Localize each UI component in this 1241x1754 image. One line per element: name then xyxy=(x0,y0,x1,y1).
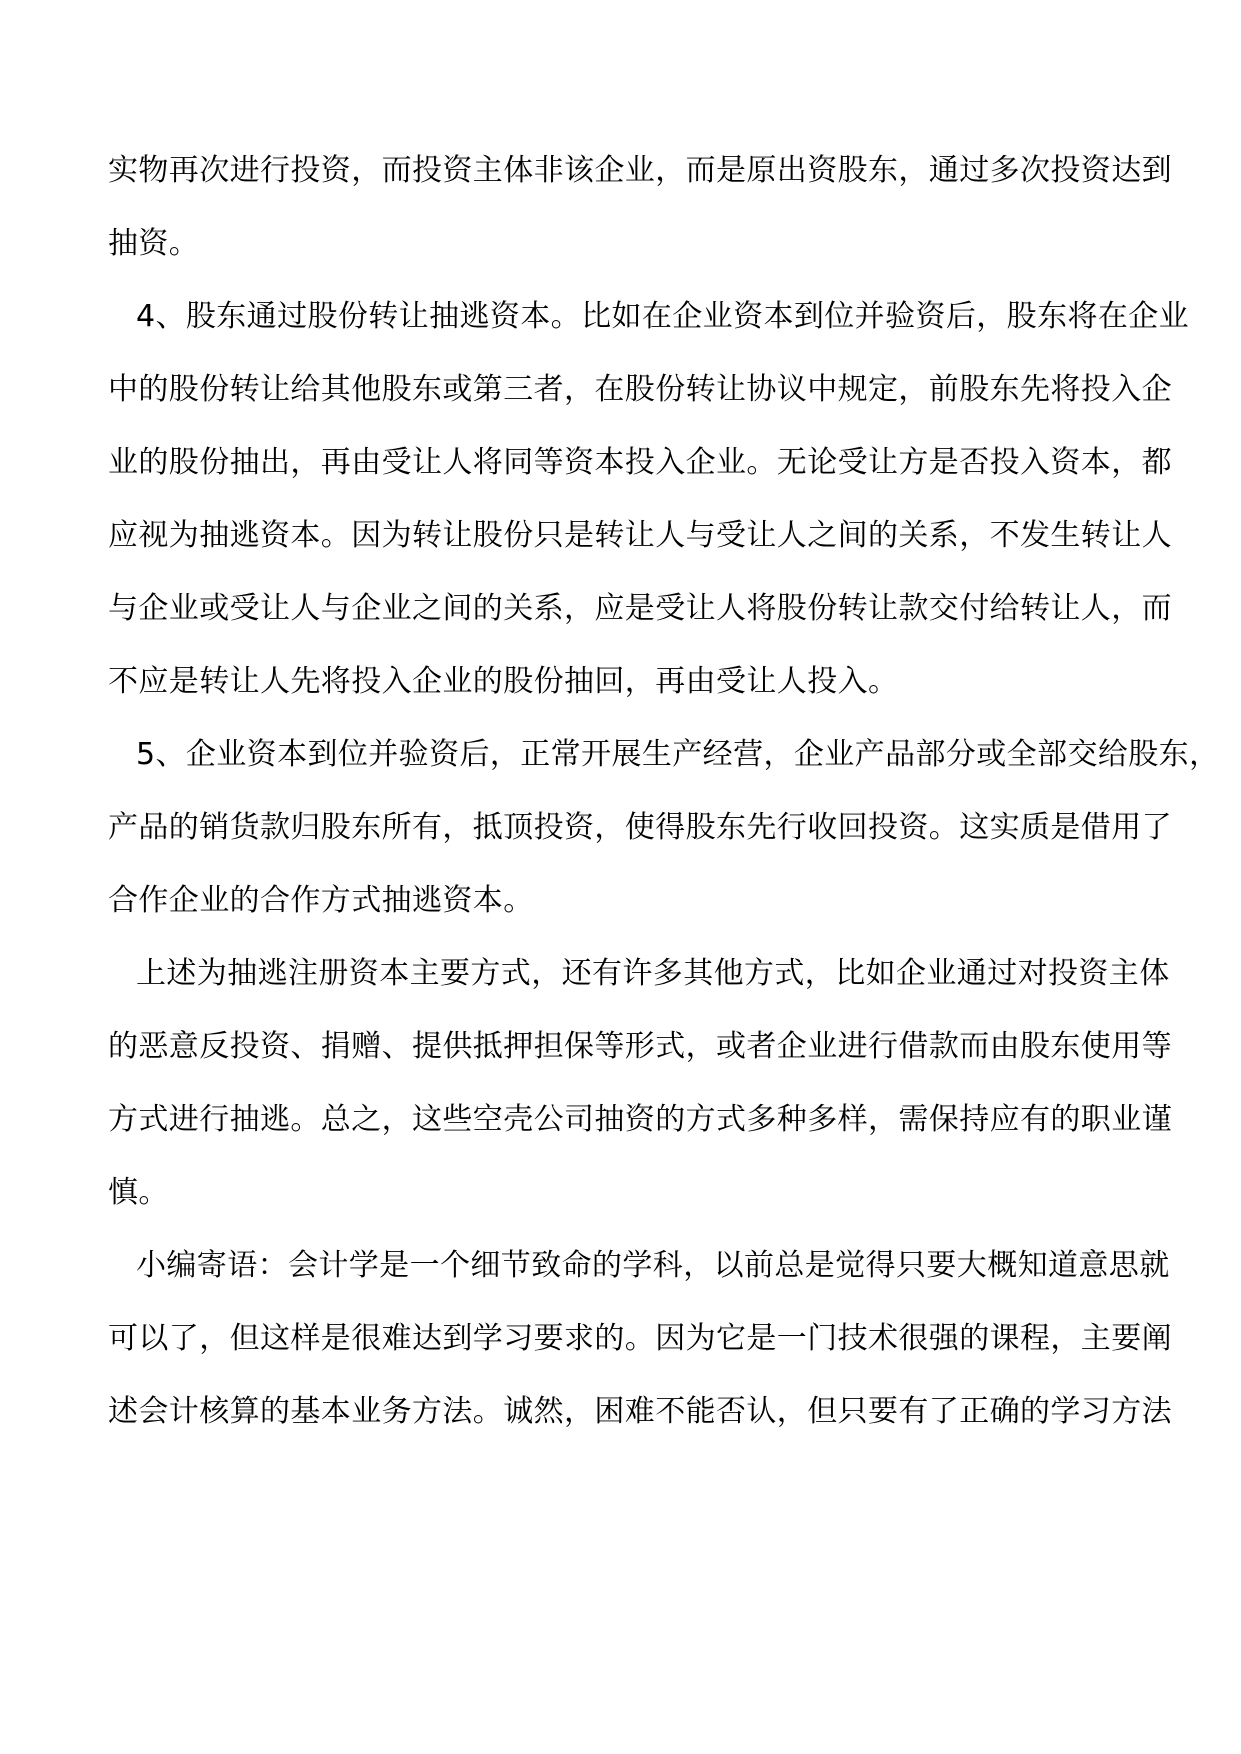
text-line: 可以了，但这样是很难达到学习要求的。因为它是一门技术很强的课程，主要阐 xyxy=(108,1321,1172,1356)
text-line: 不应是转让人先将投入企业的股份抽回，再由受让人投入。 xyxy=(108,664,899,699)
paragraph-first-line: 5、企业资本到位并验资后，正常开展生产经营，企业产品部分或全部交给股东， xyxy=(136,737,1220,772)
text-line: 合作企业的合作方式抽逃资本。 xyxy=(108,883,534,918)
text-line: 业的股份抽出，再由受让人将同等资本投入企业。无论受让方是否投入资本，都 xyxy=(108,445,1172,480)
text-line: 抽资。 xyxy=(108,226,200,261)
text-line: 中的股份转让给其他股东或第三者，在股份转让协议中规定，前股东先将投入企 xyxy=(108,372,1172,407)
text-line: 与企业或受让人与企业之间的关系，应是受让人将股份转让款交付给转让人，而 xyxy=(108,591,1172,626)
text-line: 的恶意反投资、捐赠、提供抵押担保等形式，或者企业进行借款而由股东使用等 xyxy=(108,1029,1172,1064)
text-line: 方式进行抽逃。总之，这些空壳公司抽资的方式多种多样，需保持应有的职业谨 xyxy=(108,1102,1172,1137)
paragraph-first-line: 小编寄语：会计学是一个细节致命的学科，以前总是觉得只要大概知道意思就 xyxy=(136,1248,1170,1283)
text-line: 实物再次进行投资，而投资主体非该企业，而是原出资股东，通过多次投资达到 xyxy=(108,153,1172,188)
paragraph-first-line: 上述为抽逃注册资本主要方式，还有许多其他方式，比如企业通过对投资主体 xyxy=(136,956,1170,991)
text-line: 应视为抽逃资本。因为转让股份只是转让人与受让人之间的关系，不发生转让人 xyxy=(108,518,1172,553)
text-line: 述会计核算的基本业务方法。诚然，困难不能否认，但只要有了正确的学习方法 xyxy=(108,1394,1172,1429)
text-line: 慎。 xyxy=(108,1175,169,1210)
text-line: 产品的销货款归股东所有，抵顶投资，使得股东先行收回投资。这实质是借用了 xyxy=(108,810,1172,845)
paragraph-first-line: 4、股东通过股份转让抽逃资本。比如在企业资本到位并验资后，股东将在企业 xyxy=(136,299,1190,334)
